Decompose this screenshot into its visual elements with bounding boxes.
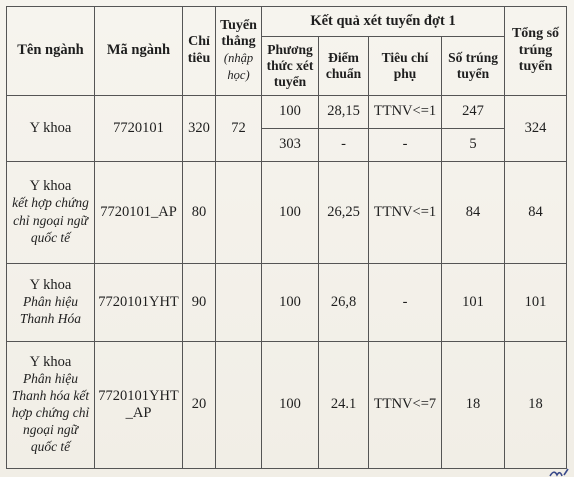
major-name: Y khoa	[29, 276, 72, 293]
score: 26,8	[319, 264, 369, 342]
table-row	[7, 264, 567, 342]
col-header-chi-tieu: Chỉ tiêu	[183, 7, 216, 96]
quota: 90	[183, 264, 216, 342]
quota: 80	[183, 162, 216, 264]
col-header-phuong-thuc: Phương thức xét tuyển	[262, 37, 319, 96]
major-name: Y khoa	[29, 119, 72, 136]
major-name-sub: Phân hiệu Thanh Hóa	[19, 293, 82, 327]
major-code: 7720101	[95, 96, 183, 162]
method: 100	[262, 264, 319, 342]
score: 26,25	[319, 162, 369, 264]
method: 100	[262, 342, 319, 469]
major-code: 7720101YHT _AP	[95, 342, 183, 469]
admission-results-table	[6, 6, 567, 469]
major-name-sub: kết hợp chứng chỉ ngoại ngữ quốc tế	[12, 195, 89, 245]
col-header-tieu-chi-phu: Tiêu chí phụ	[369, 37, 442, 96]
col-header-ma-nganh: Mã ngành	[95, 7, 183, 96]
method: 100	[262, 162, 319, 264]
col-header-tong-so: Tổng số trúng tuyển	[505, 7, 567, 96]
col-header-so-trung-tuyen: Số trúng tuyển	[442, 37, 505, 96]
col-header-diem-chuan: Điểm chuẩn	[319, 37, 369, 96]
major-name-sub: Phân hiệu Thanh hóa kết hợp chứng chỉ ngoại ngữ quốc tế	[11, 370, 90, 455]
major-name-cell	[7, 162, 95, 264]
method: 100	[262, 96, 319, 129]
tuyen-thang-label: Tuyển thẳng	[220, 17, 257, 50]
major-name-cell	[7, 342, 95, 469]
col-header-ten-nganh: Tên ngành	[7, 7, 95, 96]
total: 84	[505, 162, 567, 264]
method: 303	[262, 129, 319, 162]
major-name-cell	[7, 96, 95, 162]
table-row	[7, 162, 567, 264]
admitted: 84	[442, 162, 505, 264]
admitted: 101	[442, 264, 505, 342]
tuyen-thang-note: (nhập học)	[223, 51, 254, 82]
criteria: TTNV<=7	[369, 342, 442, 469]
direct-admission: 72	[216, 96, 262, 162]
col-header-ket-qua: Kết quả xét tuyển đợt 1	[262, 7, 505, 37]
col-header-tuyen-thang	[216, 7, 262, 96]
major-name-cell	[7, 264, 95, 342]
total: 101	[505, 264, 567, 342]
total: 18	[505, 342, 567, 469]
criteria: -	[369, 129, 442, 162]
table-row	[7, 342, 567, 469]
quota: 320	[183, 96, 216, 162]
ink-mark	[548, 467, 570, 477]
score: 24.1	[319, 342, 369, 469]
major-name: Y khoa	[29, 178, 72, 195]
quota: 20	[183, 342, 216, 469]
total: 324	[505, 96, 567, 162]
criteria: TTNV<=1	[369, 96, 442, 129]
direct-admission	[216, 162, 262, 264]
table-row	[7, 96, 567, 129]
admitted: 5	[442, 129, 505, 162]
admitted: 247	[442, 96, 505, 129]
major-code: 7720101YHT	[95, 264, 183, 342]
major-name: Y khoa	[29, 353, 72, 370]
major-code: 7720101_AP	[95, 162, 183, 264]
admitted: 18	[442, 342, 505, 469]
direct-admission	[216, 264, 262, 342]
criteria: TTNV<=1	[369, 162, 442, 264]
score: -	[319, 129, 369, 162]
criteria: -	[369, 264, 442, 342]
score: 28,15	[319, 96, 369, 129]
direct-admission	[216, 342, 262, 469]
